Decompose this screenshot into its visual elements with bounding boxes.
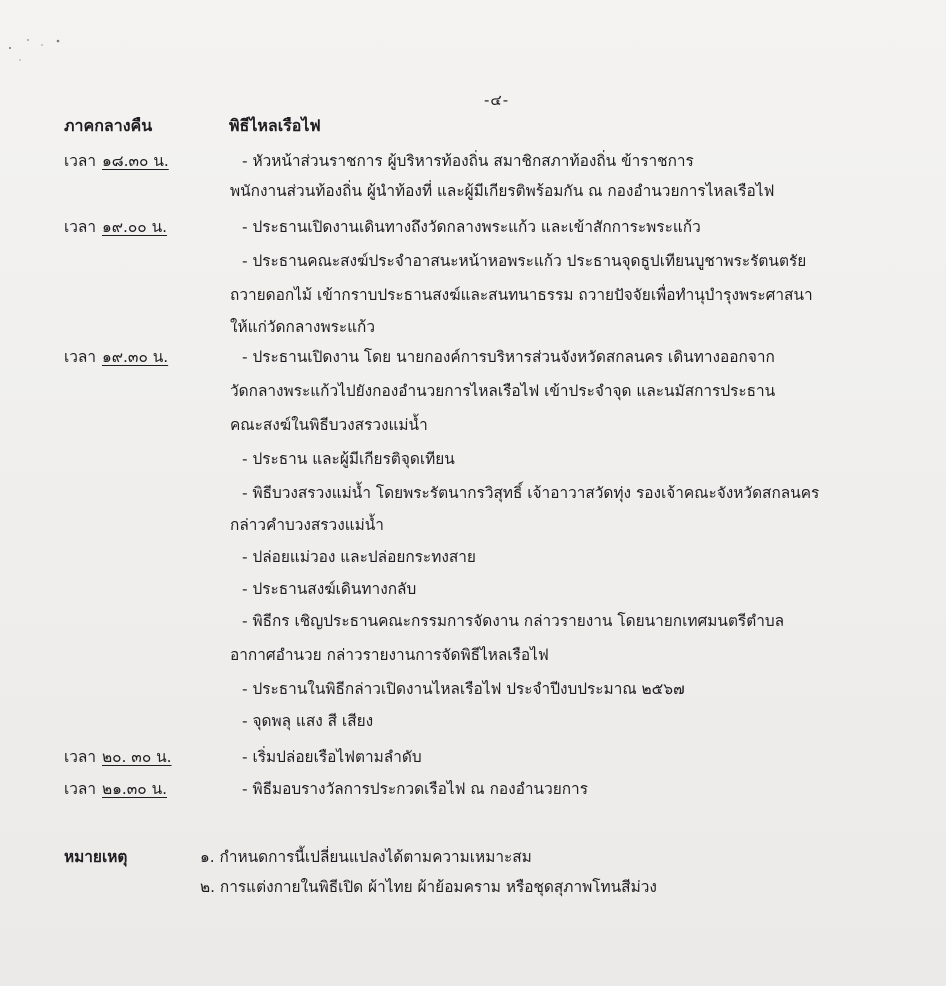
time-value: ๒๑.๓๐ น.: [101, 780, 168, 798]
time-value: ๑๙.๐๐ น.: [101, 218, 168, 236]
schedule-line-row: [64, 312, 914, 342]
time-word: เวลา: [64, 152, 96, 170]
schedule-entry-1900: [64, 212, 914, 242]
schedule-line-row: [64, 444, 914, 474]
schedule-line-row: [64, 574, 914, 604]
notes-label: หมายเหตุ: [64, 848, 128, 866]
schedule-line-row: [64, 542, 914, 572]
section-header: [64, 114, 904, 144]
schedule-line: - ปล่อยแม่วอง และปล่อยกระทงสาย: [242, 548, 476, 566]
notes-block-row: [64, 872, 914, 902]
schedule-line: พนักงานส่วนท้องถิ่น ผู้นำท้องที่ และผู้มีเกียรติพร้อมกัน ณ กองอำนวยการไหลเรือไฟ: [230, 182, 775, 200]
section-heading: พิธีไหลเรือไฟ: [229, 116, 321, 135]
scan-specks-decoration: [6, 34, 76, 74]
time-cell: [64, 774, 167, 804]
schedule-line: คณะสงฆ์ในพิธีบวงสรวงแม่น้ำ: [230, 416, 428, 434]
schedule-entry-1930: [64, 342, 914, 372]
schedule-entry-2030: [64, 742, 914, 772]
schedule-line: - ประธานเปิดงานเดินทางถึงวัดกลางพระแก้ว และเข้าสักการะพระแก้ว: [242, 218, 701, 236]
schedule-line: - ประธานสงฆ์เดินทางกลับ: [242, 580, 417, 598]
schedule-line: - เริ่มปล่อยเรือไฟตามลำดับ: [242, 748, 422, 766]
schedule-line-row: [64, 640, 914, 670]
schedule-line-row: [64, 246, 914, 276]
time-word: เวลา: [64, 780, 96, 798]
page-number: -๔-: [484, 91, 510, 109]
schedule-entry-1830: [64, 146, 914, 176]
time-cell: [64, 342, 168, 372]
section-label: ภาคกลางคืน: [64, 116, 153, 135]
schedule-line-row: [64, 510, 914, 540]
schedule-line-row: [64, 280, 914, 310]
time-value: ๒๐. ๓๐ น.: [101, 748, 172, 766]
time-word: เวลา: [64, 748, 96, 766]
schedule-line: - ประธานเปิดงาน โดย นายกองค์การบริหารส่วนจังหวัดสกลนคร เดินทางออกจาก: [242, 348, 775, 366]
schedule-line: ถวายดอกไม้ เข้ากราบประธานสงฆ์และสนทนาธรรม ถวายปัจจัยเพื่อทำนุบำรุงพระศาสนา: [230, 286, 813, 304]
schedule-line: ให้แก่วัดกลางพระแก้ว: [230, 318, 376, 336]
notes-block: [64, 842, 914, 872]
time-value: ๑๘.๓๐ น.: [101, 152, 169, 170]
time-cell: [64, 742, 172, 772]
schedule-line-row: [64, 410, 914, 440]
time-value: ๑๙.๓๐ น.: [101, 348, 169, 366]
schedule-line: - จุดพลุ แสง สี เสียง: [242, 712, 374, 730]
schedule-line: - ประธานคณะสงฆ์ประจำอาสนะหน้าหอพระแก้ว ประธานจุดธูปเทียนบูชาพระรัตนตรัย: [242, 252, 807, 270]
schedule-line: - หัวหน้าส่วนราชการ ผู้บริหารท้องถิ่น สมาชิกสภาท้องถิ่น ข้าราชการ: [242, 152, 694, 170]
schedule-line: กล่าวคำบวงสรวงแม่น้ำ: [230, 516, 384, 534]
schedule-line: วัดกลางพระแก้วไปยังกองอำนวยการไหลเรือไฟ เข้าประจำจุด และนมัสการประธาน: [230, 382, 776, 400]
schedule-line: - พิธีกร เชิญประธานคณะกรรมการจัดงาน กล่าวรายงาน โดยนายกเทศมนตรีตำบล: [242, 612, 785, 630]
schedule-line: - พิธีมอบรางวัลการประกวดเรือไฟ ณ กองอำนวยการ: [242, 780, 588, 798]
schedule-line-row: [64, 176, 914, 206]
schedule-line: - พิธีบวงสรวงแม่น้ำ โดยพระรัตนากรวิสุทธิ์ เจ้าอาวาสวัดทุ่ง รองเจ้าคณะจังหวัดสกลนคร: [242, 484, 820, 502]
schedule-line-row: [64, 478, 914, 508]
note-item: ๑. กำหนดการนี้เปลี่ยนแปลงได้ตามความเหมาะสม: [200, 848, 532, 866]
schedule-line-row: [64, 606, 914, 636]
note-item: ๒. การแต่งกายในพิธีเปิด ผ้าไทย ผ้าย้อมคราม หรือชุดสุภาพโทนสีม่วง: [200, 878, 657, 896]
time-cell: [64, 146, 169, 176]
schedule-line: อากาศอำนวย กล่าวรายงานการจัดพิธีไหลเรือไฟ: [230, 646, 549, 664]
schedule-entry-2130: [64, 774, 914, 804]
schedule-line-row: [64, 674, 914, 704]
time-word: เวลา: [64, 218, 96, 236]
schedule-line: - ประธาน และผู้มีเกียรติจุดเทียน: [242, 450, 455, 468]
time-word: เวลา: [64, 348, 96, 366]
schedule-line: - ประธานในพิธีกล่าวเปิดงานไหลเรือไฟ ประจำปีงบประมาณ ๒๕๖๗: [242, 680, 685, 698]
time-cell: [64, 212, 167, 242]
schedule-line-row: [64, 376, 914, 406]
schedule-line-row: [64, 706, 914, 736]
